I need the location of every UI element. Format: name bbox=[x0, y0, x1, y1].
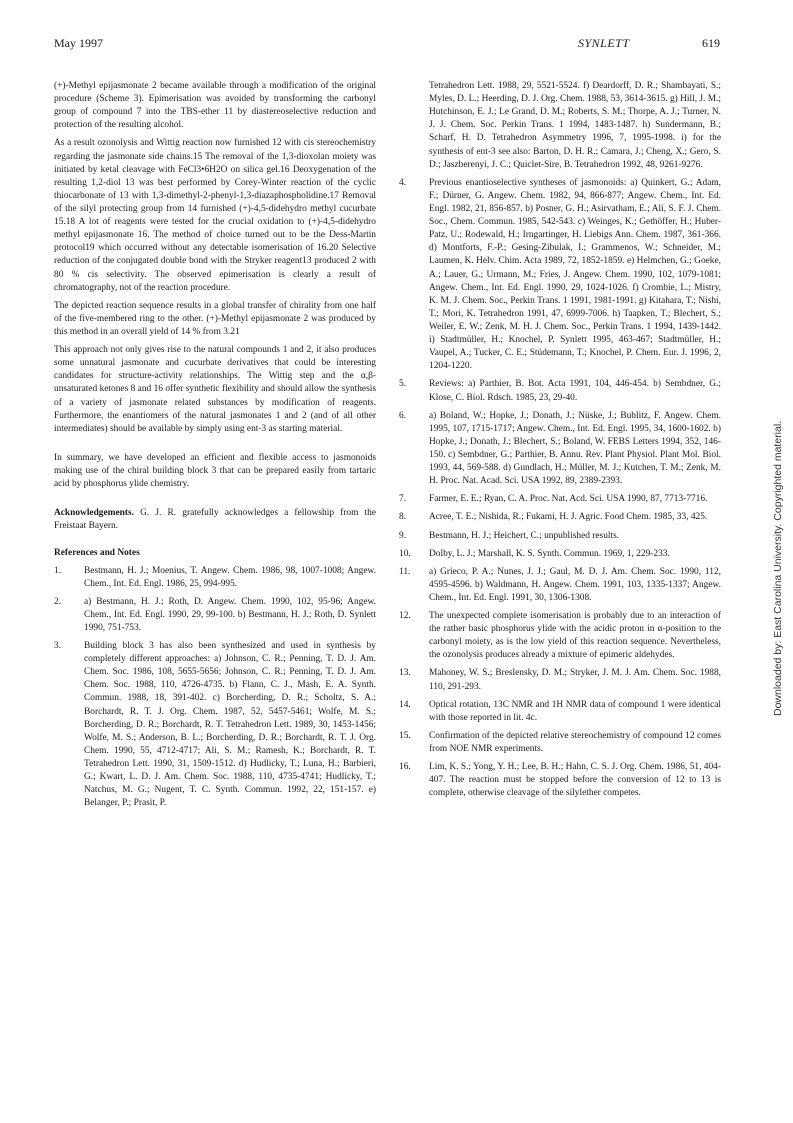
reference-item bbox=[399, 493, 721, 506]
reference-text: Bestmann, H. J.; Heichert, C.; unpublished results. bbox=[429, 530, 620, 541]
reference-text: Building block 3 has also been synthesized and used in synthesis by completely different approaches: a) Johnson, C. R.; Penning, T. D. J. Am. Chem. Soc. 1986, 108, 5655-5656; Johnson, C. R.; Penning, T. D. J. Am. Chem. Soc. 1988, 110, 4726-4735. b) Flann, C. J., Mash, E. A. Synth. Commun. 1988, 18, 391-402. c) Borcherding, D. R.; Scholtz, S. A.; Borchardt, R. T. J. Org. Chem. 1987, 52, 5457-5461; Wolfe, M. S.; Borcherding, D. R.; Borchardt, R. T. Tetrahedron Lett. 1989, 30, 1453-1456; Wolfe, M. S.; Anderson, B. L.; Borcherding, D. R.; Borchardt, R. T. J. Org. Chem. 1990, 55, 4712-4717; Ali, S. M.; Ramesh, K.; Borchardt, R. T. Tetrahedron Lett. 1990, 31, 1509-1512. d) Hudlicky, T.; Luna, H.; Barbieri, G.; Kwart, L. D. J. Am. Chem. Soc. 1988, 110, 4735-4741; Hudlicky, T.; Natchus, M. G.; Nugent, T. C. Synth. Commun. 1992, 22, 151-157. e) Belanger, P.; Prasit, P. bbox=[84, 641, 376, 809]
reference-number: 9. bbox=[399, 530, 407, 541]
reference-number: 1. bbox=[54, 565, 62, 576]
reference-number: 14. bbox=[399, 699, 411, 710]
acknowledgements-label: Acknowledgements. bbox=[54, 508, 134, 519]
reference-item bbox=[399, 511, 721, 524]
reference-text: a) Grieco, P. A.; Nunes, J. J.; Gaul, M. D. J. Am. Chem. Soc. 1990, 112, 4595-4596. b) Waldmann, H. Angew. Chem. 1991, 103, 1335-1337; Angew. Chem., Int. Ed. Engl. 1991, 30, 1306-1308. bbox=[429, 566, 721, 603]
reference-item bbox=[399, 566, 721, 605]
right-column bbox=[399, 80, 721, 805]
reference-item bbox=[399, 410, 721, 489]
reference-text: Confirmation of the depicted relative stereochemistry of compound 12 comes from NOE NMR experiments. bbox=[429, 730, 721, 755]
reference-text: The unexpected complete isomerisation is probably due to an interaction of the rather basic phosphorus ylide with the acidic proton in α-position to the carbonyl moiety, as is the low yield of this reaction sequence. Nevertheless, the ozonolysis produces already a mixture of epimeric aldehydes. bbox=[429, 611, 721, 661]
reference-text: Optical rotation, 13C NMR and 1H NMR data of compound 1 were identical with those reported in lit. 4c. bbox=[429, 699, 721, 723]
reference-number: 4. bbox=[399, 177, 407, 188]
reference-item bbox=[54, 640, 376, 810]
reference-text: a) Bestmann, H. J.; Roth, D. Angew. Chem. 1990, 102, 95-96; Angew. Chem., Int. Ed. Engl. 1990, 29, 99-100. b) Bestmann, H. J.; Roth, D. Synlett 1990, 751-753. bbox=[84, 596, 376, 633]
reference-text: Reviews: a) Parthier, B. Bot. Acta 1991, 104, 446-454. b) Sembdner, G.; Klose, C. Biol. Rdsch. 1985, 23, 29-40. bbox=[429, 379, 721, 403]
reference-number: 11. bbox=[399, 566, 411, 577]
reference-text: Lim, K. S.; Yong, Y. H.; Lee, B. H.; Hahn, C. S. J. Org. Chem. 1986, 51, 404-407. The reaction must be stopped before the conversion of 12 to 13 is complete, otherwise cleavage of the silylether competes. bbox=[429, 762, 721, 799]
reference-number: 3. bbox=[54, 641, 62, 652]
running-header bbox=[54, 36, 753, 52]
reference-item bbox=[54, 596, 376, 635]
acknowledgements-text: G. J. R. gratefully acknowledges a fellowship from the Freistaat Bayern. bbox=[54, 508, 376, 532]
reference-item bbox=[399, 761, 721, 800]
reference-number: 10. bbox=[399, 548, 411, 559]
reference-number: 16. bbox=[399, 762, 411, 773]
reference-item bbox=[399, 667, 721, 693]
reference-text: Previous enantioselective syntheses of jasmonoids: a) Quinkert, G.; Adam, F.; Dürner, G. Angew. Chem. 1982, 94, 866-877; Angew. Chem., Int. Ed. Engl. 1982, 21, 856-857. b) Posner, G. H.; Asirvatham, E.; Ali, S. F. J. Chem. Soc., Chem. Commun. 1985, 542-543. c) Weinges, K.; Gethöffer, H.; Huber-Patz, U.; Rodewald, H.; Irngartinger, H. Liebigs Ann. Chem. 1987, 361-366. d) Montforts, F.-P.; Gesing-Zibulak, I.; Grammenos, W.; Schneider, M.; Laumen, K. Helv. Chim. Acta 1989, 72, 1852-1859. e) Helmchen, G.; Goeke, A.; Lauer, G.; Urmann, M.; Fries, J. Angew. Chem. 1990, 102, 1079-1081; Angew. Chem., Int. Ed. Engl. 1990, 29, 1024-1026. f) Crombie, L.; Mistry, K. M. J. Chem. Soc., Perkin Trans. 1 1991, 1981-1991. g) Kitahara, T.; Nishi, T.; Mori, K. Tetrahedron 1991, 47, 6999-7006. h) Taapken, T.; Blechert, S.; Weiler, E. W.; Zenk, M. H. J. Chem. Soc., Perkin Trans. 1 1994, 1439-1442. i) Stadtmüller, H.; Knochel, P. Synlett 1995, 463-467; Stadtmüller, H.; Vaupel, A.; Tucker, C. E.; Stüdemann, T.; Knochel, P. Chem. Eur. J. 1996, 2, 1204-1220. bbox=[429, 177, 721, 372]
reference-text: Bestmann, H. J.; Moenius, T. Angew. Chem. 1986, 98, 1007-1008; Angew. Chem., Int. Ed. Engl. 1986, 25, 994-995. bbox=[84, 565, 376, 589]
page-number: 619 bbox=[702, 36, 720, 50]
reference-number: 5. bbox=[399, 379, 407, 390]
reference-item bbox=[399, 378, 721, 404]
reference-item bbox=[399, 730, 721, 756]
acknowledgements bbox=[54, 507, 376, 533]
download-note: Downloaded by: East Carolina University. Copyrighted material. bbox=[772, 420, 784, 716]
reference-item bbox=[399, 548, 721, 561]
reference-item bbox=[399, 530, 721, 543]
reference-text: Farmer, E. E.; Ryan, C. A. Proc. Nat. Acd. Sci. USA 1990, 87, 7713-7716. bbox=[429, 494, 708, 505]
reference-number: 13. bbox=[399, 668, 411, 679]
reference-number: 6. bbox=[399, 410, 407, 421]
references-heading: References and Notes bbox=[54, 548, 140, 559]
reference-item bbox=[399, 699, 721, 725]
journal-name: SYNLETT bbox=[578, 36, 630, 50]
reference-number: 7. bbox=[399, 494, 407, 505]
reference-item bbox=[399, 177, 721, 374]
body-paragraph: As a result ozonolysis and Wittig reaction now furnished 12 with cis stereochemistry regarding the jasmonate side chains.15 The removal of the 1,3-dioxolan moiety was initiated by ketal cleavage with FeCl3•6H2O on silica gel.16 Deoxygenation of the resulting 1,2-diol 13 was best performed by Corey-Winter reaction of the cyclic thiocarbonate of 13 with 1,3-dimethyl-2-phenyl-1,3-diazaphospholidine.17 Removal of the silyl protecting group from 14 furnished (+)-4,5-didehydro methyl cucurbate 15.18 A lot of reagents were tested for the crucial oxidation to (+)-4,5-didehydro methyl epijasmonate 16. The method of choice turned out to be the Dess-Martin protocol19 which occurred without any detectable isomerisation of 16.20 Selective reduction of the conjugated double bond with the Stryker reagent13 produced 2 with 80 % cis selectivity. The observed epimerisation is clearly a result of chromatography, not of the reaction procedure. bbox=[54, 138, 376, 293]
left-column bbox=[54, 80, 376, 815]
reference-text: a) Boland, W.; Hopke, J.; Donath, J.; Nüske, J.; Bublitz, F. Angew. Chem. 1995, 107, 1715-1717; Angew. Chem., Int. Ed. Engl. 1995, 34, 1600-1602. b) Hopke, J.; Donath, J.; Blechert, S.; Boland, W. FEBS Letters 1994, 352, 146-150. c) Sembdner, G.; Parthier, B. Annu. Rev. Plant Physiol. Plant Mol. Biol. 1993, 44, 569-588. d) Gundlach, H.; Müller, M. J.; Kutchen, T. M.; Zenk, M. H. Proc. Nat. Acad. Sci. USA 1992, 89, 2389-2393. bbox=[429, 410, 721, 487]
issue-date: May 1997 bbox=[54, 36, 103, 50]
body-paragraph: The depicted reaction sequence results in a global transfer of chirality from one half of the five-membered ring to the other. (+)-Methyl epijasmonate 2 was produced by this method in an overall yield of 14 % from 3.21 bbox=[54, 300, 376, 337]
reference-number: 8. bbox=[399, 512, 407, 523]
body-paragraph: This approach not only gives rise to the natural compounds 1 and 2, it also produces some unnatural jasmonate and cucurbate derivatives that could be interesting candidates for structure-activity relationships. The Wittig step and the α,β-unsaturated ketones 8 and 16 offer synthetic flexibility and should allow the synthesis of a variety of jasmonate related substances by modification of reagents. Furthermore, the enantiomers of the natural jasmonates 1 and 2 (and of all other intermediates) should be available by simply using ent-3 as starting material. bbox=[54, 345, 376, 434]
reference-item bbox=[399, 610, 721, 662]
reference-item bbox=[54, 565, 376, 591]
reference-text: Mahoney, W. S.; Breslensky, D. M.; Stryker, J. M. J. Am. Chem. Soc. 1988, 110, 291-293. bbox=[429, 668, 721, 692]
reference-number: 15. bbox=[399, 730, 411, 741]
reference-continuation: Tetrahedron Lett. 1988, 29, 5521-5524. f) Deardorff, D. R.; Shambayati, S.; Myles, D. L.; Heerding, D. J. Org. Chem. 1988, 53, 3614-3615. g) Hill, J. M.; Hutchinson, E. J.; Le Grand, D. M.; Roberts, S. M.; Thorpe, A. J.; Turner, N. J. J. Chem. Soc. Perkin Trans. 1 1994, 1483-1487. h) Sundermann, B.; Scharf, H. D. Tetrahedron Asymmetry 1996, 7, 1995-1998. i) for the synthesis of ent-3 see also: Barton, D. H. R.; Camara, J.; Cheng, X.; Gero, S. D.; Jaszberenyi, J. C.; Quiclet-Sire, B. Tetrahedron 1992, 48, 9261-9276. bbox=[429, 81, 721, 170]
summary-paragraph: In summary, we have developed an efficient and flexible access to jasmonoids making use of the chiral building block 3 that can be prepared easily from tartaric acid by phosphorus ylide chemistry. bbox=[54, 452, 376, 490]
reference-number: 2. bbox=[54, 596, 62, 607]
body-paragraph: (+)-Methyl epijasmonate 2 became available through a modification of the original procedure (Scheme 3). Epimerisation was avoided by transforming the carbonyl group of compound 7 into the TBS-ether 11 by diastereoselective reduction and protection of the resulting alcohol. bbox=[54, 81, 376, 131]
reference-number: 12. bbox=[399, 611, 411, 622]
reference-text: Acree, T. E.; Nishida, R.; Fukami, H. J. Agric. Food Chem. 1985, 33, 425. bbox=[429, 512, 708, 523]
reference-text: Dolby, L. J.; Marshall, K. S. Synth. Commun. 1969, 1, 229-233. bbox=[429, 548, 670, 559]
